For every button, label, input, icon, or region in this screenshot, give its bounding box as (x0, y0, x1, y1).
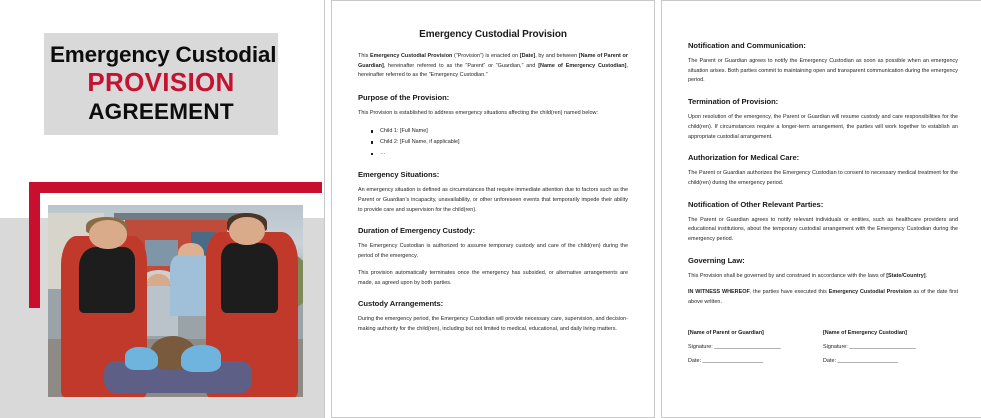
intro-text-3: , by and between (535, 53, 579, 59)
photo-glove-left (125, 347, 158, 370)
witness-bold-2: Emergency Custodial Provision (828, 289, 912, 296)
cover-title-block (44, 33, 278, 135)
photo-paramedic-left-head (89, 220, 127, 249)
paragraph-governing-law (688, 272, 958, 282)
paragraph-duration-1: The Emergency Custodian is authorized to assume temporary custody and care of the child(ren) during the period of the emergency. (358, 243, 628, 260)
cover-title-line-2: PROVISION (87, 67, 235, 98)
intro-bold-parent: [Name of Parent or Guardian] (358, 53, 628, 69)
governing-law-placeholder: [State/Country] (886, 272, 926, 279)
document-page-3 (661, 0, 981, 418)
heading-duration: Duration of Emergency Custody: (358, 226, 476, 236)
intro-text-1: This (358, 53, 370, 59)
paragraph-emergency-situations: An emergency situation is defined as circumstances that require immediate attention due to factors such as the Parent or Guardian’s incapacity, unavailability, or other unforeseen events that temporarily impede their ability to provide care and supervision for the child(ren). (358, 187, 628, 213)
red-accent-bar-horizontal (29, 182, 322, 193)
witness-text-1: , the parties have executed this (749, 289, 829, 296)
intro-text-5: , hereinafter referred to as the “Emergency Custodian.” (358, 62, 628, 79)
document-page-2 (331, 0, 655, 418)
signature-name-custodian: [Name of Emergency Custodian] (823, 329, 907, 336)
heading-medical-authorization: Authorization for Medical Care: (688, 153, 800, 163)
red-accent-bar-vertical (29, 182, 40, 308)
signature-name-parent: [Name of Parent or Guardian] (688, 329, 764, 336)
intro-bold-custodian: [Name of Emergency Custodian] (538, 62, 627, 69)
paragraph-termination: Upon resolution of the emergency, the Parent or Guardian will resume custody and care responsibilities for the child(ren). If circumstances require a longer-term arrangement, the parties will work together to establish an appropriate custodial arrangement. (688, 114, 958, 140)
signature-column-custodian (823, 330, 958, 372)
witness-text-2: as of the date first above written. (688, 289, 959, 306)
list-item: Child 2: [Full Name, if applicable] (380, 137, 628, 148)
heading-custody-arrangements: Custody Arrangements: (358, 299, 444, 309)
paragraph-other-parties: The Parent or Guardian agrees to notify relevant individuals or entities, such as healthcare providers and educational institutions, about the temporary custodial arrangement with the Emergency Custodian during the emergency period. (688, 216, 958, 243)
date-line-parent[interactable]: Date: ____________________ (688, 357, 763, 364)
cover-canvas (0, 0, 324, 418)
signature-block (688, 330, 958, 372)
intro-text-4: , hereinafter referred to as the “Parent” or “Guardian,” and (383, 62, 539, 69)
heading-notification: Notification and Communication: (688, 41, 806, 50)
heading-purpose: Purpose of the Provision: (358, 93, 450, 103)
heading-termination: Termination of Provision: (688, 97, 779, 107)
cover-photo (48, 205, 303, 397)
date-line-custodian[interactable]: Date: ____________________ (823, 357, 898, 364)
photo-paramedic-left-black-panel (79, 247, 135, 312)
paragraph-purpose: This Provision is established to address emergency situations affecting the child(ren) named below: (358, 110, 598, 117)
heading-other-parties: Notification of Other Relevant Parties: (688, 199, 824, 209)
photo-paramedic-right-head (229, 217, 265, 246)
intro-bold-1: Emergency Custodial Provision (369, 53, 453, 59)
signature-column-parent (688, 330, 823, 372)
signature-line-parent[interactable]: Signature: ______________________ (688, 343, 781, 350)
cover-title-line-1: Emergency Custodial (50, 42, 277, 67)
paragraph-notification: The Parent or Guardian agrees to notify the Emergency Custodian as soon as possible when an emergency situation arises. Both parties commit to maintaining open and transparent communication during the emergency period. (688, 58, 958, 84)
heading-governing-law: Governing Law: (688, 255, 745, 265)
page-3-content (662, 1, 981, 417)
intro-paragraph (358, 52, 628, 81)
list-item: … (380, 148, 628, 159)
intro-bold-date: [Date] (519, 53, 536, 59)
paragraph-medical-authorization: The Parent or Guardian authorizes the Emergency Custodian to consent to necessary medical treatment for the child(ren) during the emergency period. (688, 170, 958, 186)
witness-bold-1: IN WITNESS WHEREOF (688, 289, 750, 296)
children-list (358, 126, 628, 160)
signature-line-custodian[interactable]: Signature: ______________________ (823, 343, 916, 350)
cover-page (0, 0, 325, 418)
photo-bystander-1-body (170, 255, 211, 316)
paragraph-duration-2: This provision automatically terminates once the emergency has subsided, or alternative arrangements are made, as agreed upon by both parties. (358, 269, 628, 286)
intro-text-2: (“Provision”) is enacted on (452, 53, 520, 59)
paragraph-custody-arrangements: During the emergency period, the Emergency Custodian will provide necessary care, supervision, and decision-making authority for the child(ren), including but not limited to medical, educational, and daily living matters. (358, 316, 628, 332)
governing-law-period: . (925, 272, 928, 279)
page-2-content (332, 1, 654, 417)
list-item: Child 1: [Full Name] (380, 126, 628, 137)
photo-glove-right (181, 345, 222, 372)
page-title: Emergency Custodial Provision (419, 29, 567, 40)
governing-law-text: This Provision shall be governed by and construed in accordance with the laws of (688, 272, 887, 279)
photo-paramedic-right-black-panel (221, 243, 277, 312)
paragraph-witness (688, 288, 958, 307)
cover-title-line-3: AGREEMENT (88, 98, 234, 124)
heading-emergency-situations: Emergency Situations: (358, 170, 440, 180)
